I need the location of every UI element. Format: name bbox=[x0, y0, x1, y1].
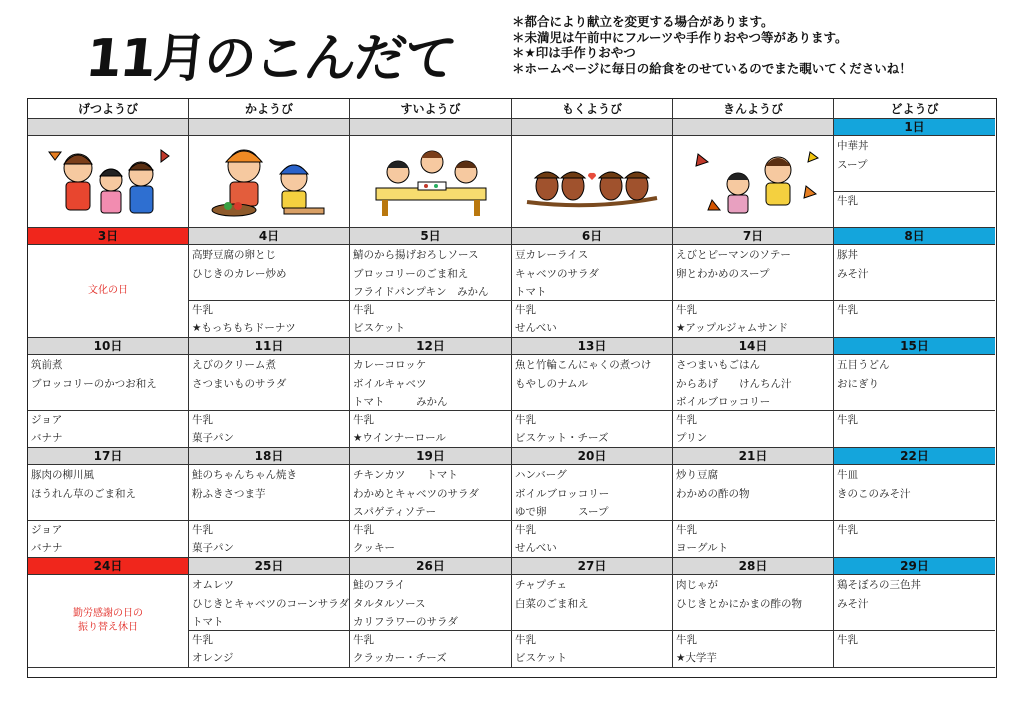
lunch-menu bbox=[28, 355, 189, 411]
date-band: 7日 bbox=[673, 228, 834, 245]
empty-date-band bbox=[673, 119, 834, 136]
lunch-menu bbox=[512, 355, 673, 411]
snack-menu bbox=[673, 301, 834, 338]
autumn-leaves-icon bbox=[678, 140, 828, 224]
lunch-menu bbox=[350, 355, 512, 411]
illustration-cell bbox=[189, 136, 350, 228]
menu-item: オレンジ bbox=[192, 651, 234, 664]
menu-item: 牛乳 bbox=[515, 634, 536, 646]
menu-item: 鮭のちゃんちゃん焼き bbox=[192, 469, 297, 481]
menu-item: ほうれん草のごま和え bbox=[31, 487, 136, 500]
menu-item: 牛乳 bbox=[515, 304, 536, 316]
menu-item bbox=[192, 283, 346, 301]
snack-menu bbox=[834, 631, 995, 668]
lunch-menu bbox=[673, 245, 834, 301]
menu-item: ★もっちもちドーナツ bbox=[192, 321, 296, 334]
menu-item: ひじきとキャベツのコーンサラダ bbox=[192, 597, 350, 610]
lunch-menu bbox=[189, 575, 350, 631]
menu-item bbox=[837, 650, 992, 668]
holiday-note bbox=[28, 245, 189, 338]
snack-menu bbox=[350, 411, 512, 448]
menu-item: ★大学芋 bbox=[676, 651, 717, 664]
menu-item: 牛乳 bbox=[676, 414, 697, 426]
menu-item: カレーコロッケ bbox=[353, 359, 427, 371]
menu-item: 肉じゃが bbox=[676, 579, 718, 591]
date-band: 14日 bbox=[673, 338, 834, 355]
menu-item: トマト bbox=[515, 286, 547, 298]
menu-item: オムレツ bbox=[192, 579, 234, 591]
date-band: 15日 bbox=[834, 338, 995, 355]
kids-eating-icon bbox=[356, 140, 506, 224]
empty-date-band bbox=[350, 119, 512, 136]
menu-item: ジョア bbox=[31, 414, 63, 426]
snack-menu bbox=[350, 631, 512, 668]
menu-item: 牛皿 bbox=[837, 469, 858, 481]
menu-item: 鯖のから揚げおろしソース bbox=[353, 249, 479, 261]
menu-item: さつまいものサラダ bbox=[192, 377, 287, 390]
menu-item: 牛乳 bbox=[515, 414, 536, 426]
snack-menu bbox=[189, 301, 350, 338]
menu-item: 白菜のごま和え bbox=[515, 597, 589, 610]
date-band: 25日 bbox=[189, 558, 350, 575]
menu-item: ブロッコリーのごま和え bbox=[353, 267, 469, 280]
illustration-cell bbox=[673, 136, 834, 228]
menu-item bbox=[192, 393, 346, 411]
weekday-header: げつようび bbox=[28, 99, 189, 119]
illustration-cell bbox=[28, 136, 189, 228]
menu-item: 牛乳 bbox=[676, 524, 697, 536]
date-band: 18日 bbox=[189, 448, 350, 465]
menu-item: 牛乳 bbox=[353, 634, 374, 646]
children-cooking-icon bbox=[194, 140, 344, 224]
date-band: 3日 bbox=[28, 228, 189, 245]
notice-line: ＊未満児は午前中にフルーツや手作りおやつ等があります。 bbox=[512, 29, 848, 45]
menu-item: 豚肉の柳川風 bbox=[31, 469, 94, 481]
menu-item: 高野豆腐の卵とじ bbox=[192, 249, 276, 261]
menu-item: フライドパンプキン みかん bbox=[353, 286, 489, 298]
menu-item bbox=[676, 503, 830, 521]
menu-item bbox=[31, 503, 185, 521]
notice-list bbox=[512, 14, 1012, 76]
menu-item: 魚と竹輪こんにゃくの煮つけ bbox=[515, 359, 652, 371]
lunch-menu bbox=[189, 355, 350, 411]
menu-item: カリフラワーのサラダ bbox=[353, 616, 458, 628]
menu-item: バナナ bbox=[31, 431, 63, 444]
menu-item: 豚丼 bbox=[837, 249, 858, 261]
menu-item: ビスケット bbox=[515, 651, 567, 664]
menu-item: チキンカツ トマト bbox=[353, 469, 458, 481]
menu-item: 筑前煮 bbox=[31, 359, 63, 371]
date-band: 26日 bbox=[350, 558, 512, 575]
snack-menu bbox=[512, 631, 673, 668]
menu-item: 中華丼 bbox=[837, 140, 869, 152]
menu-item bbox=[837, 540, 992, 558]
menu-item: ★ウインナーロール bbox=[353, 431, 446, 444]
snack-menu bbox=[673, 521, 834, 558]
lunch-menu bbox=[28, 465, 189, 521]
menu-item bbox=[837, 613, 992, 631]
snack-menu bbox=[350, 301, 512, 338]
snack-menu bbox=[28, 521, 189, 558]
menu-item: 豆カレーライス bbox=[515, 249, 589, 261]
lunch-menu bbox=[834, 355, 995, 411]
snack-menu bbox=[834, 192, 995, 228]
menu-item: ゆで卵 スープ bbox=[515, 506, 609, 518]
snack-menu bbox=[28, 411, 189, 448]
date-band: 13日 bbox=[512, 338, 673, 355]
lunch-menu bbox=[673, 355, 834, 411]
menu-item: 牛乳 bbox=[837, 414, 858, 426]
notice-line: ＊都合により献立を変更する場合があります。 bbox=[512, 14, 774, 29]
menu-item: ひじきとかにかまの酢の物 bbox=[676, 597, 802, 610]
menu-item bbox=[837, 283, 992, 301]
date-band: 22日 bbox=[834, 448, 995, 465]
date-band: 11日 bbox=[189, 338, 350, 355]
snack-menu bbox=[834, 301, 995, 338]
date-band: 1日 bbox=[834, 119, 995, 136]
menu-item: からあげ けんちん汁 bbox=[676, 377, 792, 390]
menu-item: ブロッコリーのかつお和え bbox=[31, 377, 157, 390]
menu-item bbox=[837, 430, 992, 448]
family-icon bbox=[33, 140, 183, 224]
menu-item: きのこのみそ汁 bbox=[837, 487, 911, 500]
menu-item: せんべい bbox=[515, 321, 557, 334]
menu-item: ヨーグルト bbox=[676, 541, 729, 554]
menu-item: 牛乳 bbox=[192, 414, 213, 426]
holiday-label: 勤労感謝の日の bbox=[73, 608, 143, 619]
menu-item: ボイルブロッコリー bbox=[676, 396, 771, 408]
page-title: 11月のこんだて bbox=[82, 29, 458, 89]
holiday-label: 振り替え休日 bbox=[78, 622, 138, 633]
empty-date-band bbox=[189, 119, 350, 136]
menu-item: おにぎり bbox=[837, 377, 879, 390]
date-band: 10日 bbox=[28, 338, 189, 355]
menu-item: プリン bbox=[676, 431, 708, 444]
menu-item: 牛乳 bbox=[837, 634, 858, 646]
snack-menu bbox=[350, 521, 512, 558]
lunch-menu bbox=[512, 465, 673, 521]
menu-calendar bbox=[27, 98, 997, 678]
menu-item: バナナ bbox=[31, 541, 63, 554]
date-band: 12日 bbox=[350, 338, 512, 355]
menu-item: 牛乳 bbox=[192, 304, 213, 316]
snack-menu bbox=[512, 301, 673, 338]
menu-item: えびのクリーム煮 bbox=[192, 359, 276, 371]
lunch-menu bbox=[512, 575, 673, 631]
lunch-menu bbox=[350, 575, 512, 631]
menu-item: 卵とわかめのスープ bbox=[676, 267, 770, 280]
menu-item: 菓子パン bbox=[192, 541, 234, 554]
menu-item bbox=[837, 503, 992, 521]
menu-item bbox=[192, 503, 346, 521]
menu-item: 牛乳 bbox=[192, 634, 213, 646]
holiday-label: 文化の日 bbox=[88, 285, 128, 296]
menu-item: せんべい bbox=[515, 541, 557, 554]
lunch-menu bbox=[834, 136, 995, 192]
menu-item: 牛乳 bbox=[837, 195, 858, 207]
menu-item: 牛乳 bbox=[353, 304, 374, 316]
lunch-menu bbox=[512, 245, 673, 301]
menu-item: 牛乳 bbox=[192, 524, 213, 536]
date-band: 21日 bbox=[673, 448, 834, 465]
notice-line: ＊★印は手作りおやつ bbox=[512, 45, 636, 60]
menu-item: ひじきのカレー炒め bbox=[192, 267, 287, 280]
menu-item: ハンバーグ bbox=[515, 469, 567, 481]
date-band: 20日 bbox=[512, 448, 673, 465]
menu-item: クッキー bbox=[353, 541, 395, 554]
menu-item: 五目うどん bbox=[837, 359, 890, 371]
snack-menu bbox=[189, 521, 350, 558]
holiday-note bbox=[28, 575, 189, 668]
menu-item: わかめの酢の物 bbox=[676, 487, 750, 500]
date-band: 5日 bbox=[350, 228, 512, 245]
menu-item: えびとピーマンのソテー bbox=[676, 249, 791, 261]
lunch-menu bbox=[673, 575, 834, 631]
menu-item bbox=[676, 613, 830, 631]
acorns-icon bbox=[517, 140, 667, 224]
menu-item: 牛乳 bbox=[515, 524, 536, 536]
menu-item: 粉ふきさつま芋 bbox=[192, 487, 266, 500]
date-band: 28日 bbox=[673, 558, 834, 575]
snack-menu bbox=[189, 631, 350, 668]
menu-item: 牛乳 bbox=[353, 524, 374, 536]
menu-item: クラッカー・チーズ bbox=[353, 651, 447, 664]
menu-item bbox=[515, 613, 669, 631]
snack-menu bbox=[834, 411, 995, 448]
menu-item bbox=[515, 393, 669, 411]
lunch-menu bbox=[189, 465, 350, 521]
menu-item bbox=[837, 393, 992, 411]
notice-line: ＊ホームページに毎日の給食をのせているのでまた覗いてくださいね！ bbox=[512, 60, 912, 76]
menu-item: 炒り豆腐 bbox=[676, 469, 718, 481]
menu-item: 牛乳 bbox=[837, 524, 858, 536]
snack-menu bbox=[834, 521, 995, 558]
menu-item: ビスケット・チーズ bbox=[515, 431, 609, 444]
menu-item: キャベツのサラダ bbox=[515, 267, 599, 280]
menu-item: ジョア bbox=[31, 524, 63, 536]
date-band: 4日 bbox=[189, 228, 350, 245]
menu-item bbox=[837, 320, 992, 338]
date-band: 24日 bbox=[28, 558, 189, 575]
illustration-cell bbox=[512, 136, 673, 228]
lunch-menu bbox=[350, 465, 512, 521]
menu-item bbox=[31, 393, 185, 411]
illustration-cell bbox=[350, 136, 512, 228]
weekday-header: すいようび bbox=[350, 99, 512, 119]
empty-date-band bbox=[512, 119, 673, 136]
menu-item: スープ bbox=[837, 158, 868, 171]
date-band: 19日 bbox=[350, 448, 512, 465]
lunch-menu bbox=[673, 465, 834, 521]
weekday-header: もくようび bbox=[512, 99, 673, 119]
menu-item: 牛乳 bbox=[676, 634, 697, 646]
lunch-menu bbox=[350, 245, 512, 301]
snack-menu bbox=[512, 411, 673, 448]
snack-menu bbox=[189, 411, 350, 448]
menu-item: 菓子パン bbox=[192, 431, 234, 444]
menu-item: もやしのナムル bbox=[515, 377, 588, 390]
date-band: 17日 bbox=[28, 448, 189, 465]
menu-item: ボイルキャベツ bbox=[353, 377, 427, 390]
menu-item: チャプチェ bbox=[515, 579, 567, 591]
menu-item: 牛乳 bbox=[837, 304, 858, 316]
date-band: 27日 bbox=[512, 558, 673, 575]
lunch-menu bbox=[834, 465, 995, 521]
menu-item bbox=[676, 283, 830, 301]
snack-menu bbox=[673, 411, 834, 448]
date-band: 8日 bbox=[834, 228, 995, 245]
menu-item: ビスケット bbox=[353, 321, 405, 334]
snack-menu bbox=[512, 521, 673, 558]
menu-item: トマト bbox=[192, 616, 224, 628]
lunch-menu bbox=[834, 575, 995, 631]
menu-item: みそ汁 bbox=[837, 597, 869, 610]
date-band: 29日 bbox=[834, 558, 995, 575]
menu-item: 牛乳 bbox=[676, 304, 697, 316]
lunch-menu bbox=[189, 245, 350, 301]
menu-item: タルタルソース bbox=[353, 597, 426, 610]
menu-item: 鶏そぼろの三色丼 bbox=[837, 579, 921, 591]
menu-item: スパゲティソテー bbox=[353, 506, 437, 518]
menu-item: 鮭のフライ bbox=[353, 579, 406, 591]
weekday-header: かようび bbox=[189, 99, 350, 119]
menu-item: さつまいもごはん bbox=[676, 359, 760, 371]
empty-date-band bbox=[28, 119, 189, 136]
menu-item: ★アップルジャムサンド bbox=[676, 321, 789, 334]
menu-item: 牛乳 bbox=[353, 414, 374, 426]
lunch-menu bbox=[834, 245, 995, 301]
menu-item: わかめとキャベツのサラダ bbox=[353, 487, 479, 500]
menu-item: トマト みかん bbox=[353, 396, 448, 408]
date-band: 6日 bbox=[512, 228, 673, 245]
weekday-header: どようび bbox=[834, 99, 995, 119]
snack-menu bbox=[673, 631, 834, 668]
weekday-header: きんようび bbox=[673, 99, 834, 119]
menu-item: みそ汁 bbox=[837, 267, 869, 280]
menu-item: ボイルブロッコリー bbox=[515, 487, 610, 500]
